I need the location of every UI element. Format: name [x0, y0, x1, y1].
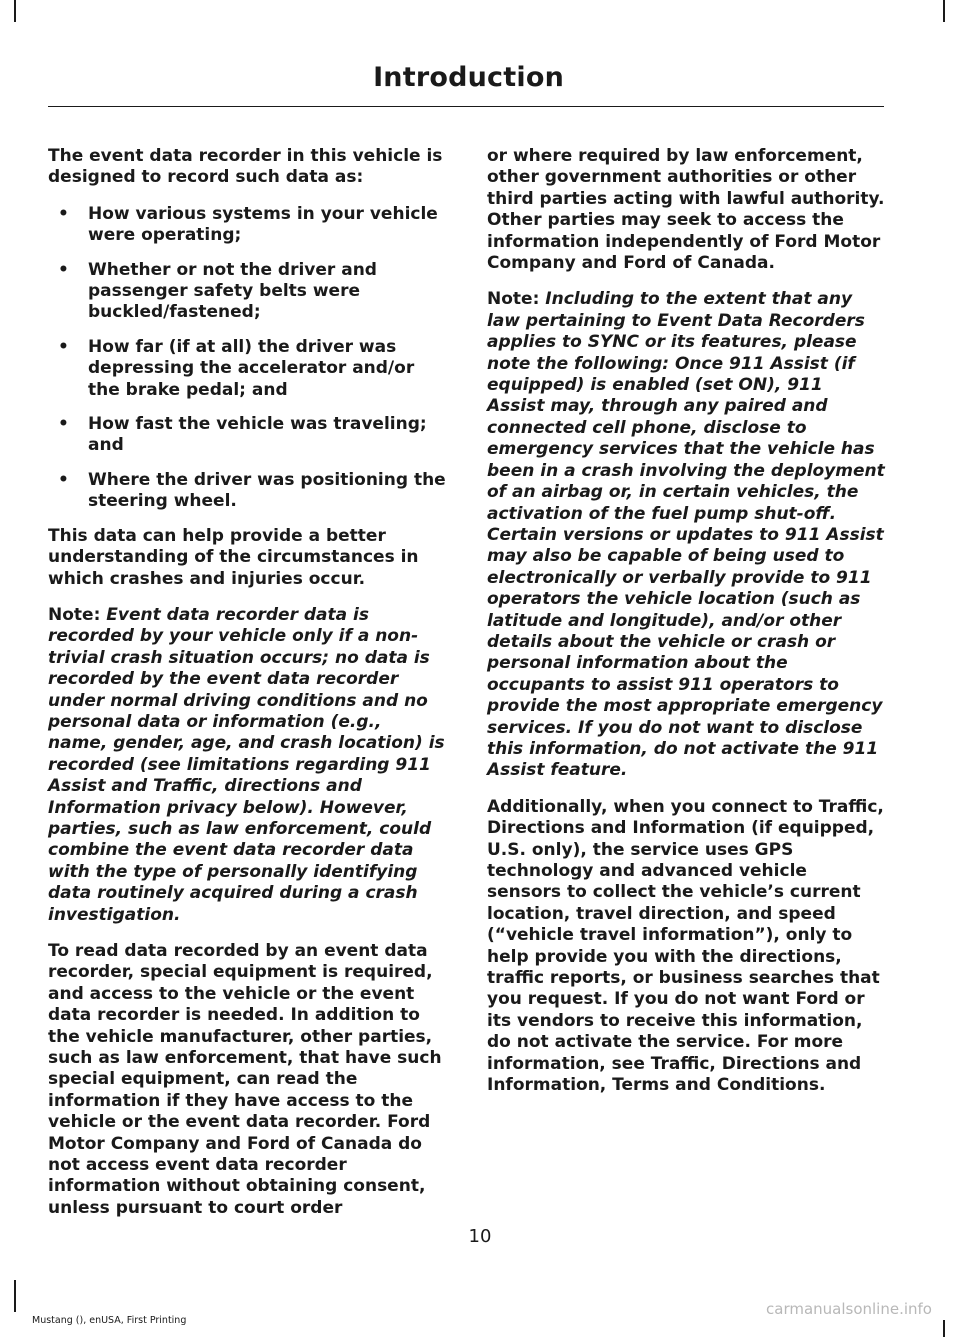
- sync-note: [487, 289, 885, 781]
- page-title: Introduction: [373, 62, 564, 93]
- intro-paragraph: The event data recorder in this vehicle is designed to record such data as:: [48, 146, 443, 188]
- crop-mark-bottom-left-vertical: [14, 1280, 16, 1312]
- crop-mark-bottom-right-vertical: [943, 1320, 945, 1337]
- list-item: • Where the driver was positioning the steering wheel.: [58, 469, 446, 512]
- edition-info: Mustang (), enUSA, First Printing: [32, 1315, 187, 1326]
- crop-mark-top-left-vertical: [14, 0, 16, 22]
- note-body: Including to the extent that any law pertaining to Event Data Recorders applies to SYNC or its features, please note the following: Once 911 Assist (if equipped) is enabled (set ON), 911 Assist may, through any paired and connected cell phone, disclose to emergency services that the vehicle has been in a crash involving the deployment of an airbag or, in certain vehicles, the activation of the fuel pump shut-off. Certain versions or updates to 911 Assist may also be capable of being used to electronically or verbally provide to 911 operators the vehicle location (such as latitude and longitude), and/or other details about the vehicle or crash or personal information about the occupants to assist 911 operators to provide the most appropriate emergency services. If you do not want to disclose this information, do not activate the 911 Assist feature.: [487, 289, 885, 781]
- page-header: [48, 58, 884, 107]
- bullet-icon: •: [58, 414, 69, 435]
- edr-note: [48, 605, 446, 926]
- note-body: Event data recorder data is recorded by your vehicle only if a non-trivial crash situation occurs; no data is recorded by the event data recorder under normal driving conditions and no personal data or information (e.g., name, gender, age, and crash location) is recorded (see limitations regarding 911 Assist and Traffic, directions and Information privacy below). However, parties, such as law enforcement, could combine the event data recorder data with the type of personally identifying data routinely acquired during a crash investigation.: [48, 604, 445, 925]
- continuation-paragraph: or where required by law enforcement, other government authorities or other third parties acting with lawful authority. Other parties may seek to access the information independently of Ford Motor Company and Ford of Canada.: [487, 146, 885, 274]
- bullet-icon: •: [58, 336, 69, 357]
- page-number: 10: [468, 1226, 492, 1247]
- left-column: [48, 146, 446, 1234]
- list-item: • Whether or not the driver and passenger safety belts were buckled/fastened;: [58, 259, 377, 323]
- recorded-data-list: [48, 204, 446, 513]
- reading-data-paragraph: To read data recorded by an event data recorder, special equipment is required, and access to the vehicle or the event data recorder is needed. In addition to the vehicle manufacturer, other parties, such as law enforcement, that have such special equipment, can read the information if they have access to the vehicle or the event data recorder. Ford Motor Company and Ford of Canada do not access event data recorder information without obtaining consent, unless pursuant to court order: [48, 941, 442, 1218]
- crop-mark-top-right-vertical: [943, 0, 945, 22]
- right-column: [487, 146, 885, 1111]
- understanding-paragraph: This data can help provide a better understanding of the circumstances in which crashes and injuries occur.: [48, 525, 419, 589]
- note-label: Note:: [48, 604, 101, 625]
- bullet-icon: •: [58, 203, 69, 224]
- note-label: Note:: [487, 289, 540, 310]
- traffic-directions-paragraph: Additionally, when you connect to Traffic, Directions and Information (if equipped, U.S. only), the service uses GPS technology and advanced vehicle sensors to collect the vehicle’s current location, travel direction, and speed (“vehicle travel information”), only to help provide you with the directions, traffic reports, or business searches that you request. If you do not want Ford or its vendors to receive this information, do not activate the service. For more information, see Traffic, Directions and Information, Terms and Conditions.: [487, 796, 884, 1096]
- list-item: • How various systems in your vehicle were operating;: [58, 203, 438, 246]
- watermark: carmanualsonline.info: [766, 1300, 932, 1318]
- list-item: • How fast the vehicle was traveling; and: [58, 414, 427, 456]
- list-item: • How far (if at all) the driver was depressing the accelerator and/or the brake pedal; and: [58, 336, 415, 400]
- bullet-icon: •: [58, 469, 69, 490]
- bullet-icon: •: [58, 259, 69, 280]
